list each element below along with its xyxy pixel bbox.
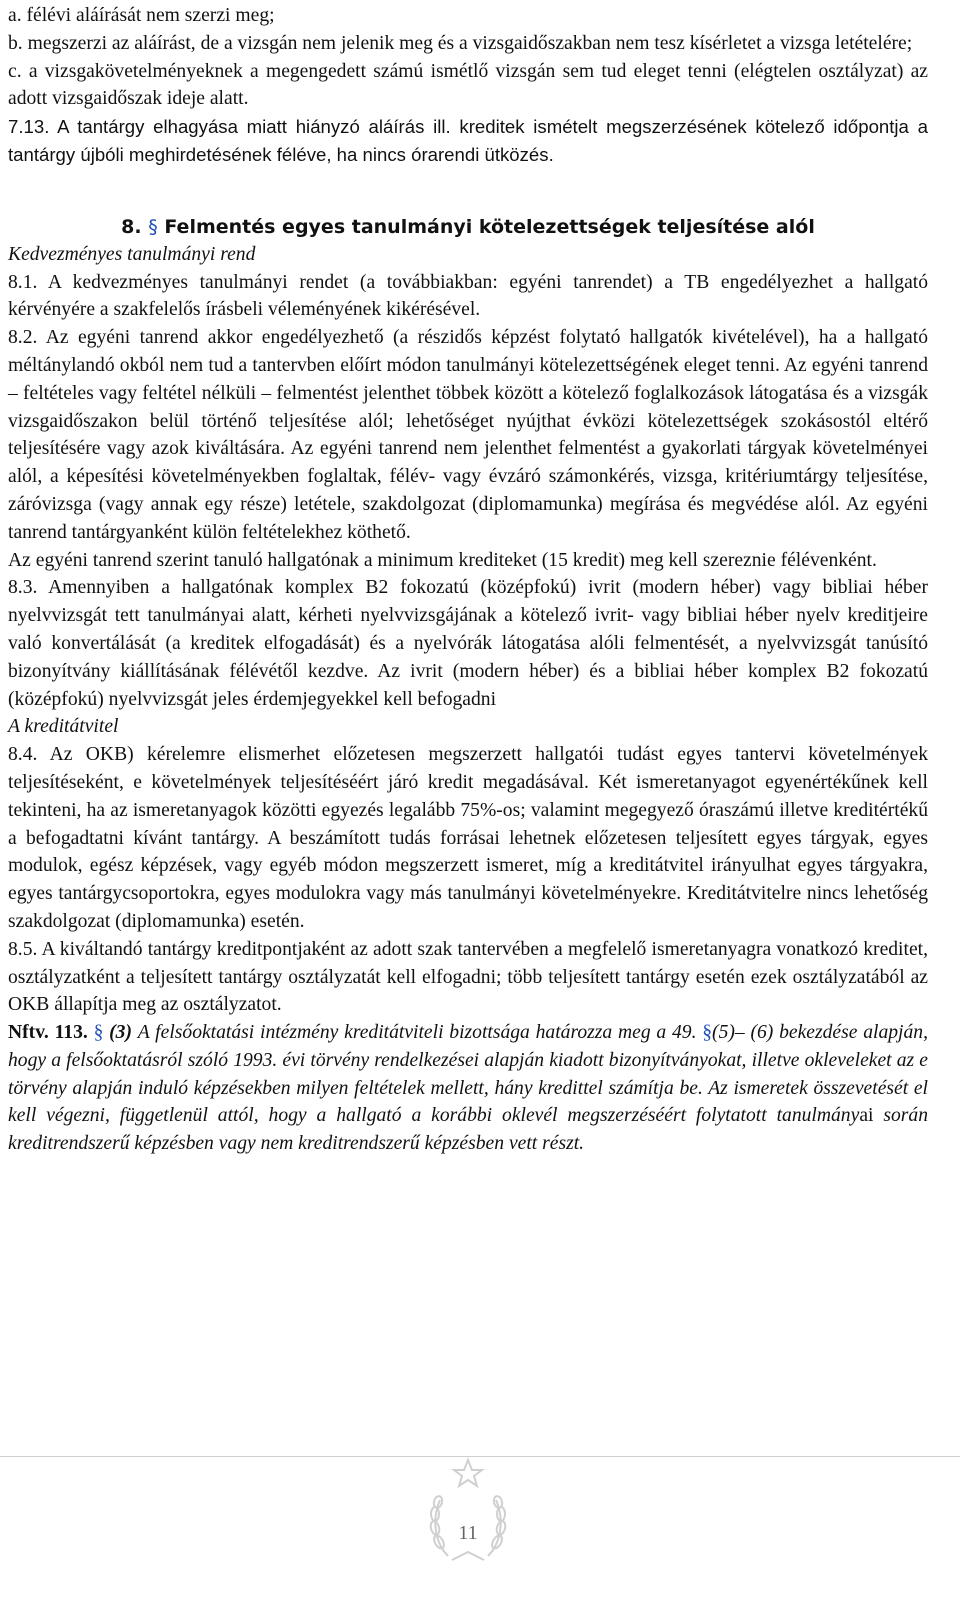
paragraph-8-5: 8.5. A kiváltandó tantárgy kreditpontjaként az adott szak tantervében a megfelelő ismeretanyagra vonatkozó kreditet, osztályzatként a teljesített tantárgy osztályzatát kell elfogadni; több teljesített tantárgy esetén ezek osztályzatából az OKB állapítja meg az osztályzatot. [8,938,928,1016]
nftv-text: során kreditrendszerű képzésben vagy nem kreditrendszerű képzésben vett részt. [8,1105,929,1155]
subheading-kedvezmenyes: Kedvezményes tanulmányi rend [8,243,256,265]
nftv-label: Nftv. 113. [8,1022,88,1044]
nftv-quote [8,1019,928,1158]
section-number: 8. [121,215,142,238]
section-title: Felmentés egyes tanulmányi kötelezettségek teljesítése alól [164,215,815,238]
paragraph-8-2: 8.2. Az egyéni tanrend akkor engedélyezhető (a részidős képzést folytató hallgatók kivételével), ha a hallgató méltánylandó okból nem tud a tantervben előírt módon tanulmányi kötelezettségének eleget tenni. Az egyéni tanrend – feltételes vagy feltétel nélküli – felmentést jelenthet többek között a kötelező foglalkozások látogatása és a vizsgák vizsgaidőszakon belül történő teljesítése alól; lehetőséget nyújthat évközi kötelezettségek szokásostól eltérő teljesítésére vagy azok kiváltására. Az egyéni tanrend nem jelenthet felmentést a gyakorlati tárgyak követelményei alól, a képesítési követelményekben foglaltak, félév- vagy évzáró számonkérés, vizsga, kritériumtárgy teljesítése, záróvizsga (vagy annak egy része) letétele, szakdolgozat (diplomamunka) megírása és megvédése alól. Az egyéni tanrend tantárgyanként külön feltételekhez köthető. [8,327,928,543]
paragraph-8-1: 8.1. A kedvezményes tanulmányi rendet (a továbbiakban: egyéni tanrendet) a TB engedélyezhet a hallgató kérvényére a szakfelelős írásbeli véleményének kikérésével. [8,271,928,321]
nftv-paragraph-ref: (5)– [712,1022,745,1044]
section-8-heading [8,213,928,241]
section-symbol-link[interactable]: § [93,1022,104,1044]
page-footer [0,1456,960,1622]
nftv-text: A felsőoktatási intézmény kreditátviteli bizottsága határozza meg a 49. [137,1022,697,1044]
subheading-kreditatvitel: A kreditátvitel [8,716,119,738]
item-b: b. megszerzi az aláírást, de a vizsgán nem jelenik meg és a vizsgaidőszakban nem tesz kísérletet a vizsga letételére; [8,32,913,54]
paragraph-8-2-credits: Az egyéni tanrend szerint tanuló hallgatónak a minimum krediteket (15 kredit) meg kell szereznie félévenként. [8,549,877,571]
nftv-paragraph-ref: (3) [109,1022,133,1044]
nftv-text: (6) bekezdése alapján, hogy a felsőoktatásról szóló 1993. évi törvény rendelkezései alapján kiadott bizonyítványokat, illetve okleveleket az e törvény alapján induló képzésekben milyen feltételek mellett, hány kredittel számítja be. Az ismeretek összevetését el kell végezni, függetlenül attól, hogy a hallgató a korábbi oklevél megszerzéséért folytatott tanulmány [8,1022,928,1127]
section-symbol-link[interactable]: § [148,215,158,238]
paragraph-8-3: 8.3. Amennyiben a hallgatónak komplex B2 fokozatú (középfokú) ivrit (modern héber) vagy bibliai héber nyelvvizsgát tett tanulmányai alatt, kérheti nyelvvizsgájának a kötelező ivrit- vagy bibliai héber nyelv kreditjeire való konvertálását (a kreditek elfogadását) és a nyelvórák látogatása alóli felmentését, a nyelvvizsgát tanúsító bizonyítvány kiállításának félévétől kezdve. Az ivrit (modern héber) és a bibliai héber komplex B2 fokozatú (középfokú) nyelvvizsgát jeles érdemjegyekkel kell befogadni [8,577,928,710]
item-c: c. a vizsgakövetelményeknek a megengedett számú ismétlő vizsgán sem tud eleget tenni (elégtelen osztályzat) az adott vizsgaidőszak ideje alatt. [8,60,928,110]
page-number: 11 [458,1522,478,1544]
laurel-seal-icon [426,1456,510,1566]
document-page [8,2,928,1158]
paragraph-8-4: 8.4. Az OKB) kérelemre elismerhet előzetesen megszerzett hallgatói tudást egyes tantervi követelmények teljesítéseként, e követelmények teljesítéséért járó kredit megadásával. Két ismeretanyagot egyenértékűnek kell tekinteni, ha az ismeretanyagok közötti egyezés legalább 75%-os; valamint megegyező óraszámú illetve kreditértékű a befogadtatni kívánt tantárgy. A beszámított tudás forrásai lehetnek előzetesen teljesített egyes tárgyak, egyes modulok, egész képzések, vagy egyéb módon megszerzett ismeret, míg a kreditátvitel irányulhat egyes tárgyakra, egyes tantárgycsoportokra, egyes modulokra vagy más tanulmányi követelményekre. Kreditátvitelre nincs lehetőség szakdolgozat (diplomamunka) esetén. [8,744,928,932]
paragraph-7-13: 7.13. A tantárgy elhagyása miatt hiányzó aláírás ill. kreditek ismételt megszerzésének kötelező időpontja a tantárgy újbóli meghirdetésének féléve, ha nincs órarendi ütközés. [8,116,928,165]
nftv-text-upright: ai [859,1105,874,1127]
section-symbol-link[interactable]: § [702,1022,713,1044]
item-a: a. félévi aláírását nem szerzi meg; [8,5,275,26]
